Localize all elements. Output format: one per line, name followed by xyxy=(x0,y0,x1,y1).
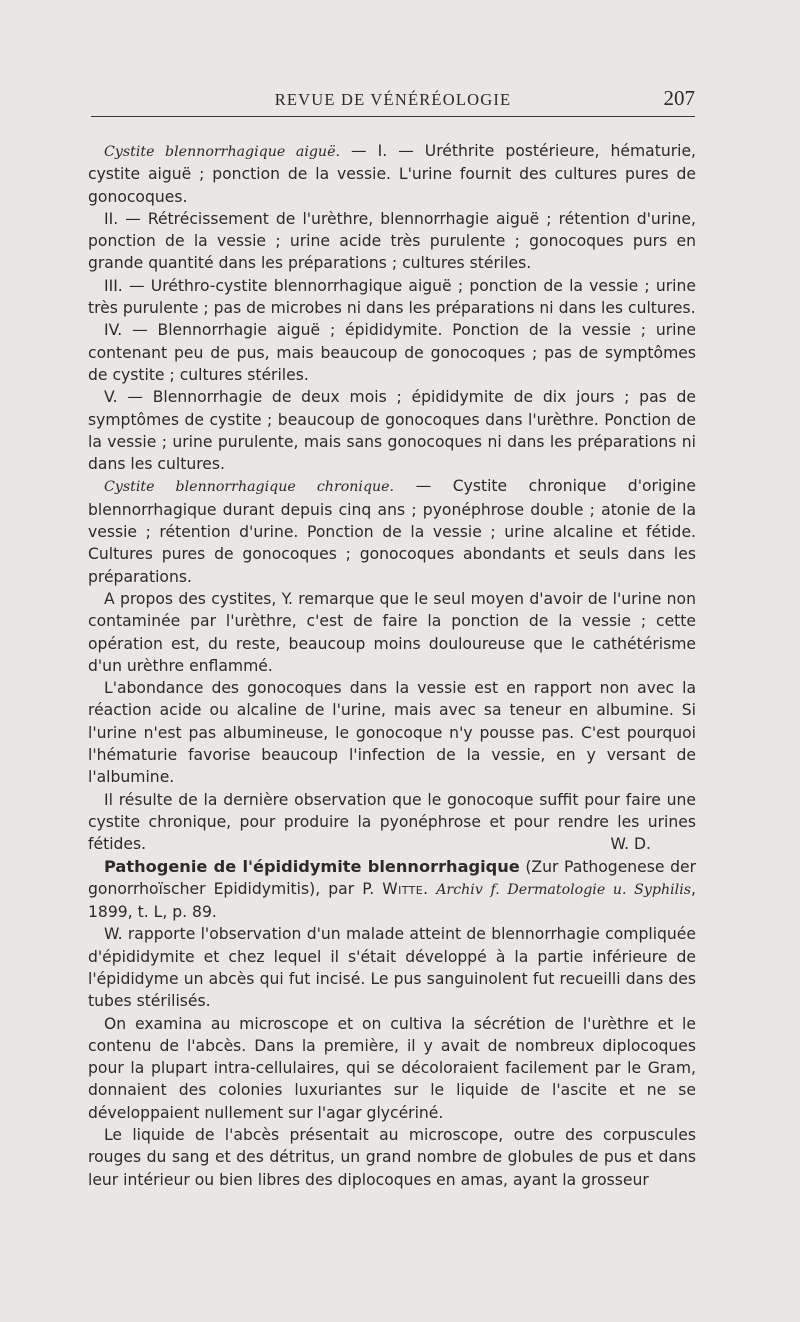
article-author: Witte xyxy=(382,879,424,898)
page-number: 207 xyxy=(663,86,695,110)
paragraph-case-5: V. — Blennorrhagie de deux mois ; épididymite de dix jours ; pas de symptômes de cystite ; beaucoup de gonocoques dans l'urèthre. Ponction de la vessie ; urine purulente, mais sans gonocoques ni dans les préparations ni dans les cultures. xyxy=(88,388,696,474)
paragraph-case-2: II. — Rétrécissement de l'urèthre, blennorrhagie aiguë ; rétention d'urine, ponction de la vessie ; urine acide très purulente ; gonocoques purs en grande quantité dans les préparations ; cultures stériles. xyxy=(88,209,696,273)
paragraph-text: — I. — Uréthrite postérieure, hématurie, cystite aiguë ; ponction de la vessie. L'urine fournit des cultures pures de gonocoques. xyxy=(88,142,696,206)
section-lead-acute: Cystite blennorrhagique aiguë. xyxy=(104,144,340,160)
paragraph-microscopy: On examina au microscope et on cultiva la sécrétion de l'urèthre et le contenu de l'abcès. Dans la première, il y avait de nombreux diplocoques pour la plupart intra-cellulaires, qui se décoloraient facilement par le Gram, donnaient des colonies luxuriantes sur le liquide de l'ascite et ne se développaient nullement sur l'agar glycériné. xyxy=(88,1014,696,1122)
body-text xyxy=(88,140,696,1191)
paragraph-acute-cystitis-case-1 xyxy=(88,140,696,208)
section-lead-chronic: Cystite blennorrhagique chronique. xyxy=(104,479,395,496)
running-title: REVUE DE VÉNÉRÉOLOGIE xyxy=(274,90,512,109)
paragraph-case-3: III. — Uréthro-cystite blennorrhagique aiguë ; ponction de la vessie ; urine très purulente ; pas de microbes ni dans les préparations ni dans les cultures. xyxy=(88,276,696,318)
paragraph-observation: W. rapporte l'observation d'un malade atteint de blennorrhagie compliquée d'épididymite et chez lequel il s'était développé à la partie inférieure de l'épididyme un abcès qui fut incisé. Le pus sanguinolent fut recueilli dans des tubes stérilisés. xyxy=(88,925,696,1011)
page-header xyxy=(91,86,695,117)
paragraph-abscess-fluid: Le liquide de l'abcès présentait au microscope, outre des corpuscules rouges du sang et des détritus, un grand nombre de globules de pus et dans leur intérieur ou bien libres des diplocoques en amas, ayant la grosseur xyxy=(88,1126,696,1189)
article-heading xyxy=(88,856,696,924)
article-journal: Archiv f. Dermatologie u. Syphilis xyxy=(436,881,692,898)
paragraph-text: — Cystite chronique d'origine blennorrhagique durant depuis cinq ans ; pyonéphrose double ; atonie de la vessie ; rétention d'urine. Ponction de la vessie ; urine alcaline et fétide. Cultures pures de gonocoques ; gonocoques abondants et seuls dans les préparations. xyxy=(88,477,696,586)
paragraph-gonococci-abundance: L'abondance des gonocoques dans la vessie est en rapport non avec la réaction acide ou alcaline de l'urine, mais avec sa teneur en albumine. Si l'urine n'est pas albumineuse, le gonocoque n'y pousse pas. C'est pourquoi l'hématurie favorise beaucoup l'infection de la vessie, en y versant de l'albumine. xyxy=(88,679,696,787)
paragraph-case-4: IV. — Blennorrhagie aiguë ; épididymite. Ponction de la vessie ; urine contenant peu de pus, mais beaucoup de gonocoques ; pas de symptômes de cystite ; cultures stériles. xyxy=(88,321,696,384)
article-title: Pathogenie de l'épididymite blennorrhagique xyxy=(104,856,520,876)
article-ref-a: (Zur Pathogenese der gonorrhoïscher Epididymitis), par P. xyxy=(88,857,696,898)
author-signature: W. D. xyxy=(610,835,651,854)
article-ref-b: . xyxy=(423,879,437,898)
article-ref-c: , 1899, t. L, p. 89. xyxy=(88,879,696,922)
paragraph-text: Il résulte de la dernière observation que le gonocoque suffit pour faire une cystite chronique, pour produire la pyonéphrose et pour rendre les urines fétides. xyxy=(88,790,696,854)
paragraph-remarks: A propos des cystites, Y. remarque que le seul moyen d'avoir de l'urine non contaminée par l'urèthre, c'est de faire la ponction de la vessie ; cette opération est, du reste, beaucoup moins douloureuse que le cathétérisme d'un urèthre enflammé. xyxy=(88,589,696,675)
paragraph-chronic-cystitis xyxy=(88,475,696,587)
paragraph-conclusion xyxy=(88,789,696,856)
